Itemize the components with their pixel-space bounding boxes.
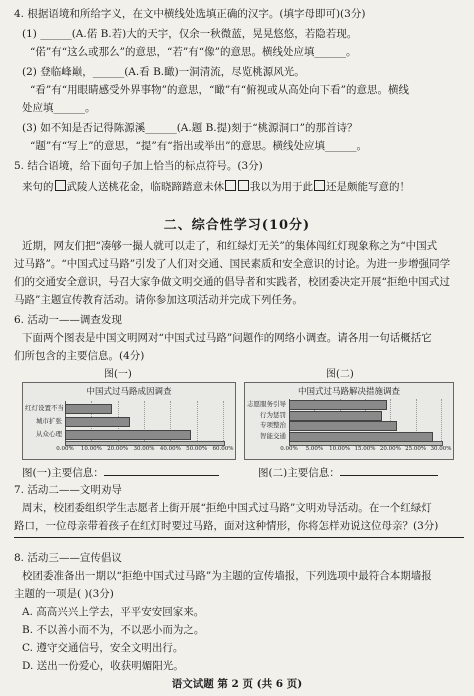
q8-option-a[interactable]: A. 高高兴兴上学去，平平安安回家来。: [22, 606, 205, 618]
q6-header: 6. 活动一——调查发现: [14, 314, 122, 326]
chart2-category-label: 智能交通: [260, 431, 286, 440]
chart2-tick-label: 30.00%: [430, 446, 452, 452]
chart2-category-label: 志愿服务引导: [247, 400, 286, 409]
chart1-tick-label: 50.00%: [186, 446, 208, 452]
chart2-tick-label: 5.00%: [305, 446, 324, 452]
q4-header: 4. 根据语境和所给字义，在文中横线处选填正确的汉字。(填字母即可)(3分): [14, 8, 366, 20]
q4-2-line3: 处应填______。: [22, 102, 96, 114]
chart1-title: 中国式过马路成因调查: [86, 387, 172, 397]
q5-part-1: 来句的: [22, 181, 54, 193]
chart2-tick-label: 20.00%: [379, 446, 401, 452]
q8-line2: 主题的一项是( )(3分): [14, 588, 114, 600]
q5-sentence: [22, 180, 410, 194]
chart2-tick-label: 0.00%: [280, 446, 298, 452]
chart1-bar: [65, 404, 112, 414]
chart2-title: 中国式过马路解决措施调查: [297, 387, 400, 397]
punctuation-box[interactable]: [55, 180, 66, 191]
q4-1-line1: (1) ______(A.偌 B.若)大的天宇，仅余一秋微蓝，晃晃悠悠，若隐若现。: [22, 28, 358, 40]
q7-line1: 周末，校团委组织学生志愿者上街开展“拒绝中国式过马路”文明劝导活动。在一个红绿灯: [22, 502, 432, 514]
intro-line2: 过马路”。“中国式过马路”引发了人们对交通、国民素质和安全意识的讨论。为进一步增强同学: [14, 258, 451, 270]
intro-line4: 马路”主题宣传教育活动。请你参加这项活动并完成下列任务。: [14, 294, 303, 306]
chart2-tick-label: 10.00%: [329, 446, 351, 452]
q8-option-b[interactable]: B. 不以善小而不为，不以恶小而为之。: [22, 624, 205, 636]
q5-part-4: 还是颇能写意的！: [326, 181, 410, 193]
q5-part-3: 我以为用于此: [250, 181, 313, 193]
fig1-answer-blank[interactable]: [104, 465, 219, 476]
q4-3-line2: “题”有“写上”的意思，“提”有“指出或举出”的意思。横线处应填______。: [30, 140, 367, 152]
chart2-tick-label: 15.00%: [354, 446, 376, 452]
chart1-tick-label: 40.00%: [159, 446, 181, 452]
figure1-label: 图(一): [104, 369, 132, 380]
chart1-bar: [65, 430, 191, 440]
fig1-answer: [22, 465, 219, 480]
chart1-gridline: [197, 401, 198, 441]
q4-2-line2: “看”有“用眼睛感受外界事物”的意思，“瞰”有“俯视或从高处向下看”的意思。横线: [30, 84, 409, 96]
fig1-answer-label: 图(一)主要信息：: [22, 467, 104, 479]
chart2-gridline: [441, 399, 442, 441]
punctuation-box[interactable]: [225, 180, 236, 191]
chart2-bar: [289, 400, 387, 410]
chart1-bar: [65, 417, 130, 427]
q8-line1: 校团委准备出一期以“拒绝中国式过马路”为主题的宣传墙报，下列选项中最符合本期墙报: [22, 570, 432, 582]
q6-line1: 下面两个图表是中国文明网对“中国式过马路”问题作的网络小调查。请各用一句话概括它: [22, 332, 432, 344]
chart1-tick-label: 60.00%: [212, 446, 234, 452]
chart1-tick-label: 0.00%: [56, 446, 74, 452]
q4-1-line2: “偌”有“这么或那么”的意思，“若”有“像”的意思。横线处应填______。: [30, 46, 357, 58]
chart-causes-survey: [22, 382, 236, 460]
intro-line3: 们的交通安全意识，号召大家争做文明交通的倡导者和实践者，校团委决定开展“拒绝中国式过: [14, 276, 450, 288]
q4-3-line1: (3) 如不知是否记得陈源溪______(A.题 B.提)刻于“桃源洞口”的那首诗？: [22, 122, 358, 134]
chart1-tick-label: 30.00%: [133, 446, 155, 452]
q7-answer-line[interactable]: [14, 536, 464, 538]
chart1-gridline: [223, 401, 224, 441]
q4-2-line1: (2) 登临峰巅，______(A.看 B.瞰)一洞清流，尽览桃源风光。: [22, 66, 305, 78]
q8-option-d[interactable]: D. 送出一份爱心，收获明媚阳光。: [22, 660, 184, 672]
chart2-bar: [289, 411, 382, 421]
fig2-answer-label: 图(二)主要信息：: [258, 467, 340, 479]
punctuation-box[interactable]: [238, 180, 249, 191]
fig2-answer-blank[interactable]: [340, 465, 438, 476]
q8-header: 8. 活动三——宣传倡议: [14, 552, 122, 564]
q7-line2: 路口，一位母亲带着孩子在红灯时要过马路，面对这种情形，你将怎样劝说这位母亲？(3分): [14, 520, 439, 532]
chart2-category-label: 行为惩罚: [260, 410, 286, 419]
section-title: 二、综合性学习(10分): [163, 218, 311, 233]
chart1-category-label: 红灯设置不当: [25, 403, 64, 412]
chart1-tick-label: 20.00%: [107, 446, 129, 452]
chart2-bar: [289, 421, 397, 431]
q7-header: 7. 活动二——文明劝导: [14, 484, 122, 496]
chart1-tick-label: 10.00%: [80, 446, 102, 452]
chart1-category-label: 城市扩张: [36, 417, 62, 425]
fig2-answer: [258, 465, 438, 480]
page-footer: 语文试题 第 2 页 (共 6 页): [171, 678, 303, 690]
figure2-label: 图(二): [326, 369, 354, 380]
q5-header: 5. 结合语境，给下面句子加上恰当的标点符号。(3分): [14, 160, 263, 172]
punctuation-box[interactable]: [314, 180, 325, 191]
chart-solutions-survey: [244, 382, 454, 460]
q5-part-2: 武陵人送桃花金，临晓蹄踏意未休: [66, 181, 224, 193]
chart2-category-label: 专项整治: [260, 421, 286, 430]
q8-option-c[interactable]: C. 遵守交通信号，安全文明出行。: [22, 642, 184, 654]
chart1-category-label: 从众心理: [36, 430, 62, 439]
chart2-tick-label: 25.00%: [405, 446, 427, 452]
chart2-bar: [289, 432, 433, 442]
intro-line1: 近期，网友们把“凑够一撮人就可以走了，和红绿灯无关”的集体闯红灯现象称之为“中国式: [22, 240, 438, 252]
q6-line2: 们所包含的主要信息。(4分): [14, 350, 145, 362]
